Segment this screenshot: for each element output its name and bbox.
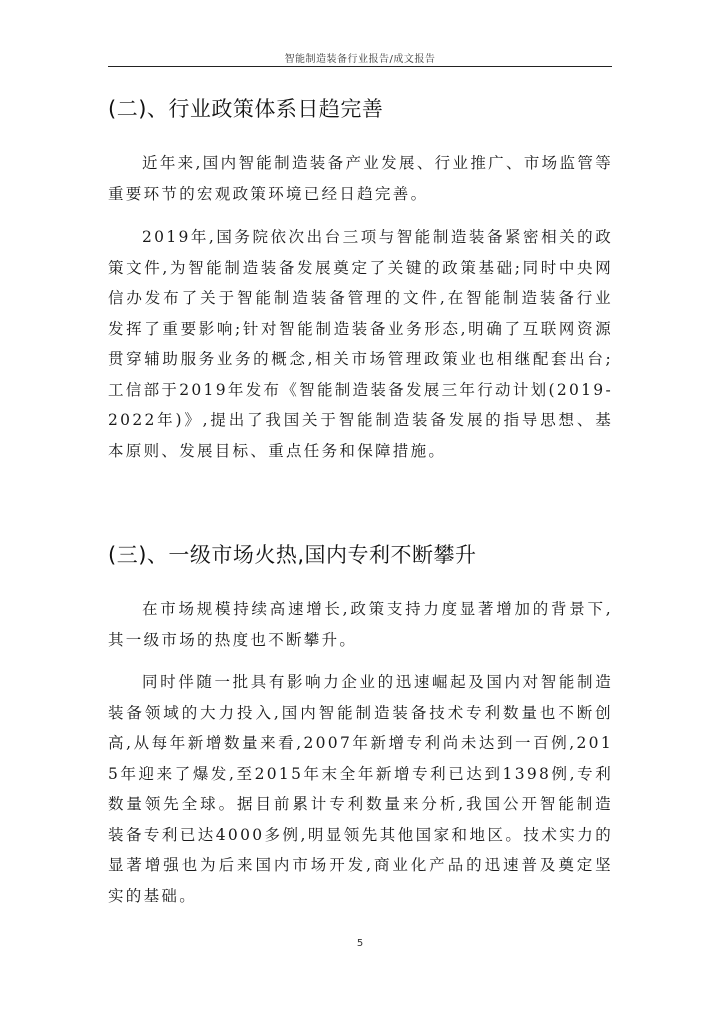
page-number: 5 [356,938,364,949]
section-heading-market: (三)、一级市场火热,国内专利不断攀升 [108,543,477,567]
paragraph-patents: 同时伴随一批具有影响力企业的迅速崛起及国内对智能制造装备领域的大力投入,国内智能制造装备技术专利数量也不断创高,从每年新增数量来看,2007年新增专利尚未达到一百例,2015年迎来了爆发,至2015年末全年新增专利已达到1398例,专利数量领先全球。据目前累计专利数量来分析,我国公开智能制造装备专利已达4000多例,明显领先其他国家和地区。技术实力的显著增强也为后来国内市场开发,商业化产品的迅速普及奠定坚实的基础。 [108,673,613,905]
paragraph-market-intro: 在市场规模持续高速增长,政策支持力度显著增加的背景下,其一级市场的热度也不断攀升。 [108,600,613,649]
header-rule [108,66,612,67]
running-header: 智能制造装备行业报告/成文报告 [284,54,436,65]
paragraph-policy-intro: 近年来,国内智能制造装备产业发展、行业推广、市场监管等重要环节的宏观政策环境已经日趋完善。 [108,154,613,203]
section-heading-policy: (二)、行业政策体系日趋完善 [108,97,384,121]
paragraph-policy-detail: 2019年,国务院依次出台三项与智能制造装备紧密相关的政策文件,为智能制造装备发展奠定了关键的政策基础;同时中央网信办发布了关于智能制造装备管理的文件,在智能制造装备行业发挥了重要影响;针对智能制造装备业务形态,明确了互联网资源贯穿辅助服务业务的概念,相关市场管理政策业也相继配套出台;工信部于2019年发布《智能制造装备发展三年行动计划(2019-2022年)》,提出了我国关于智能制造装备发展的指导思想、基本原则、发展目标、重点任务和保障措施。 [108,228,613,460]
